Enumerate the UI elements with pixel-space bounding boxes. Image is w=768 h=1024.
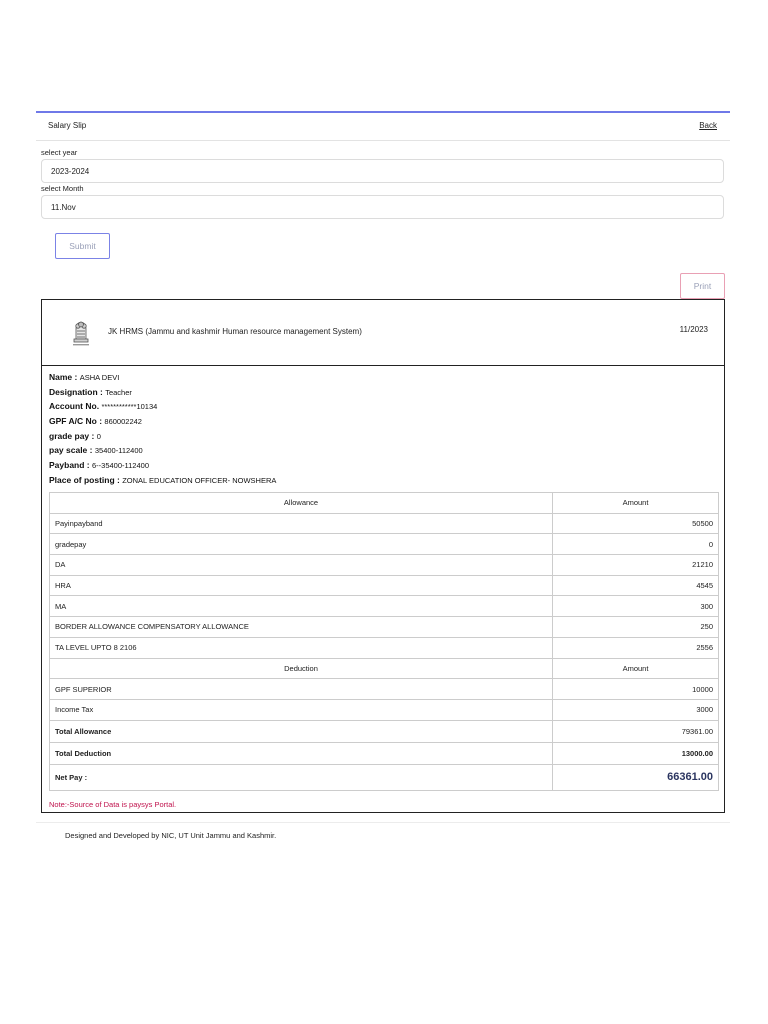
- net-pay-row: [50, 764, 719, 790]
- info-name: [49, 372, 719, 387]
- table-row: [50, 513, 719, 534]
- allowance-name: TA LEVEL UPTO 8 2106: [50, 637, 553, 658]
- state-emblem-icon: [68, 317, 94, 349]
- slip-header: [42, 300, 724, 366]
- allowance-amount: 2556: [553, 637, 719, 658]
- info-label: GPF A/C No :: [49, 416, 103, 427]
- info-payband: [49, 460, 719, 475]
- total-deduction-value: 13000.00: [553, 742, 719, 764]
- table-row: [50, 555, 719, 576]
- allowance-amount-header: Amount: [553, 493, 719, 514]
- info-label: Account No.: [49, 401, 100, 412]
- total-deduction-row: [50, 742, 719, 764]
- month-label: select Month: [41, 184, 84, 193]
- info-label: pay scale :: [49, 445, 93, 456]
- info-posting: [49, 475, 719, 490]
- allowance-name: Payinpayband: [50, 513, 553, 534]
- info-label: grade pay :: [49, 430, 95, 441]
- footer-divider: [36, 822, 730, 823]
- info-gpf: [49, 416, 719, 431]
- source-note: Note:-Source of Data is paysys Portal.: [49, 800, 177, 809]
- deduction-amount: 3000: [553, 699, 719, 720]
- deduction-name: GPF SUPERIOR: [50, 679, 553, 700]
- deduction-header: Deduction: [50, 658, 553, 679]
- table-row: [50, 596, 719, 617]
- pay-table: [49, 492, 719, 791]
- info-value: 6--35400-112400: [92, 461, 149, 471]
- info-value: ************10134: [101, 402, 158, 412]
- year-label: select year: [41, 148, 78, 157]
- allowance-amount: 50500: [553, 513, 719, 534]
- month-select-value: 11.Nov: [51, 203, 76, 212]
- table-row: [50, 575, 719, 596]
- allowance-amount: 0: [553, 534, 719, 555]
- month-select[interactable]: [41, 195, 724, 219]
- deduction-amount: 10000: [553, 679, 719, 700]
- back-link[interactable]: Back: [699, 121, 717, 130]
- org-name: JK HRMS (Jammu and kashmir Human resource management System): [108, 327, 362, 336]
- info-grade-pay: [49, 431, 719, 446]
- info-value: Teacher: [105, 387, 132, 397]
- allowance-name: gradepay: [50, 534, 553, 555]
- info-value: ASHA DEVI: [79, 373, 120, 382]
- allowance-header: Allowance: [50, 493, 553, 514]
- year-select[interactable]: [41, 159, 724, 183]
- print-button[interactable]: Print: [680, 273, 725, 299]
- info-account: [49, 401, 719, 416]
- submit-button[interactable]: Submit: [55, 233, 110, 259]
- table-row: [50, 617, 719, 638]
- allowance-name: MA: [50, 596, 553, 617]
- info-value: 0: [96, 431, 101, 441]
- info-value: 860002242: [104, 417, 142, 427]
- table-row: [50, 534, 719, 555]
- info-label: Name :: [49, 372, 78, 382]
- allowance-name: DA: [50, 555, 553, 576]
- total-allowance-row: [50, 720, 719, 742]
- employee-info: [49, 372, 719, 490]
- allowance-name: BORDER ALLOWANCE COMPENSATORY ALLOWANCE: [50, 617, 553, 638]
- deduction-header-row: [50, 658, 719, 679]
- slip-period: 11/2023: [679, 325, 708, 334]
- info-label: Place of posting :: [49, 474, 120, 485]
- info-label: Payband :: [49, 460, 90, 471]
- deduction-amount-header: Amount: [553, 658, 719, 679]
- info-value: 35400-112400: [94, 446, 143, 456]
- allowance-amount: 300: [553, 596, 719, 617]
- info-pay-scale: [49, 445, 719, 460]
- total-allowance-value: 79361.00: [553, 720, 719, 742]
- info-label: Designation :: [49, 386, 103, 397]
- total-deduction-label: Total Deduction: [50, 742, 553, 764]
- net-pay-label: Net Pay :: [50, 764, 553, 790]
- deduction-name: Income Tax: [50, 699, 553, 720]
- salary-slip: [41, 299, 725, 813]
- allowance-name: HRA: [50, 575, 553, 596]
- info-designation: [49, 387, 719, 402]
- allowance-amount: 4545: [553, 575, 719, 596]
- header-bar: [36, 113, 730, 141]
- net-pay-value: 66361.00: [553, 764, 719, 790]
- table-row: [50, 699, 719, 720]
- footer-text: Designed and Developed by NIC, UT Unit Jammu and Kashmir.: [65, 831, 277, 840]
- allowance-amount: 250: [553, 617, 719, 638]
- info-value: ZONAL EDUCATION OFFICER- NOWSHERA: [122, 475, 277, 485]
- allowance-header-row: [50, 493, 719, 514]
- total-allowance-label: Total Allowance: [50, 720, 553, 742]
- table-row: [50, 679, 719, 700]
- page-title: Salary Slip: [48, 121, 87, 130]
- year-select-value: 2023-2024: [51, 167, 90, 176]
- allowance-amount: 21210: [553, 555, 719, 576]
- table-row: [50, 637, 719, 658]
